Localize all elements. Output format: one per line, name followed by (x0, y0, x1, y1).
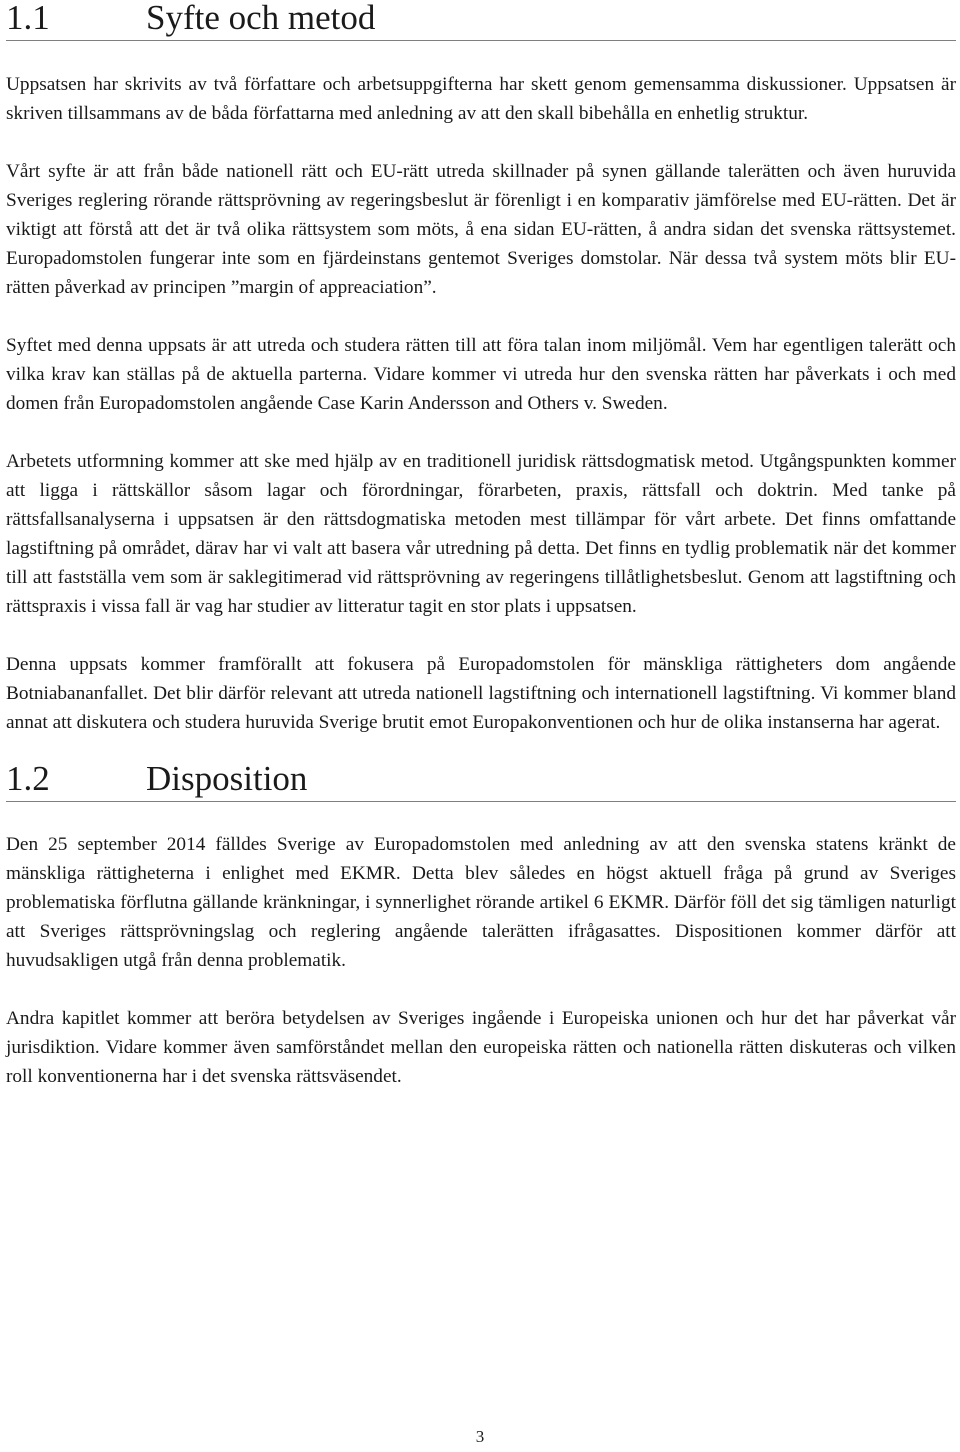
section-heading (6, 759, 956, 802)
page-number: 3 (475, 1427, 485, 1446)
paragraph: Den 25 september 2014 fälldes Sverige av Europadomstolen med anledning av att den svenska statens kränkt de mänskliga rättigheterna i enlighet med EKMR. Detta blev således en högst aktuell fråga på grund av Sveriges problematiska förflutna gällande kränkningar, i synnerlighet rörande artikel 6 EKMR. Därför föll det sig tämligen naturligt att Sveriges rättsprövningslag och reglering angående talerätten ifrågasattes. Dispositionen kommer därför att huvudsakligen utgå från denna problematik. (6, 834, 956, 971)
section-syfte-och-metod (6, 0, 956, 737)
paragraph: Andra kapitlet kommer att beröra betydelsen av Sveriges ingående i Europeiska unionen och hur det har påverkat vår jurisdiktion. Vidare kommer även samförståndet mellan den europeiska rätten och nationella rätten diskuteras och vilken roll konventionerna har i det svenska rättsväsendet. (6, 1008, 956, 1087)
section-number: 1.1 (6, 0, 50, 37)
paragraph: Uppsatsen har skrivits av två författare och arbetsuppgifterna har skett genom gemensamma diskussioner. Uppsatsen är skriven tillsammans av de båda författarna med anledning av att den skall bibehålla en enhetlig struktur. (6, 74, 956, 124)
section-title: Disposition (146, 759, 308, 798)
document-page (6, 0, 956, 1091)
paragraph: Arbetets utformning kommer att ske med hjälp av en traditionell juridisk rättsdogmatisk metod. Utgångspunkten kommer att ligga i rättskällor såsom lagar och förordningar, förarbeten, praxis, rättsfall och doktrin. Med tanke på rättsfallsanalyserna i uppsatsen är den rättsdogmatiska metoden mest tillämpar för vårt arbete. Det finns omfattande lagstiftning på området, därav har vi valt att basera vår utredning på detta. Det finns en tydlig problematik när det kommer till att fastställa vem som är saklegitimerad vid rättsprövning av regeringens tillåtlighetsbeslut. Genom att lagstiftning och rättspraxis i vissa fall är vag har studier av litteratur tagit en stor plats i uppsatsen. (6, 451, 956, 617)
section-heading (6, 0, 956, 41)
section-title: Syfte och metod (146, 0, 376, 37)
section-number: 1.2 (6, 759, 50, 798)
section-disposition (6, 759, 956, 1091)
paragraph: Syftet med denna uppsats är att utreda och studera rätten till att föra talan inom miljömål. Vem har egentligen talerätt och vilka krav kan ställas på de aktuella parterna. Vidare kommer vi utreda hur den svenska rätten har påverkats i och med domen från Europadomstolen angående Case Karin Andersson and Others v. Sweden. (6, 335, 956, 414)
paragraph: Vårt syfte är att från både nationell rätt och EU-rätt utreda skillnader på synen gällande talerätten och även huruvida Sveriges reglering rörande rättsprövning av regeringsbeslut är förenligt i en komparativ jämförelse med EU-rätten. Det är viktigt att förstå att det är två olika rättsystem som möts, å ena sidan EU-rätten, å andra sidan det svenska rättsystemet. Europadomstolen fungerar inte som en fjärdeinstans gentemot Sveriges domstolar. När dessa två system möts blir EU-rätten påverkad av principen ”margin of appreaciation”. (6, 161, 956, 298)
paragraph: Denna uppsats kommer framförallt att fokusera på Europadomstolen för mänskliga rättigheters dom angående Botniabananfallet. Det blir därför relevant att utreda nationell lagstiftning och internationell lagstiftning. Vi kommer bland annat att diskutera och studera huruvida Sverige brutit emot Europakonventionen och hur de olika instanserna har agerat. (6, 654, 956, 733)
